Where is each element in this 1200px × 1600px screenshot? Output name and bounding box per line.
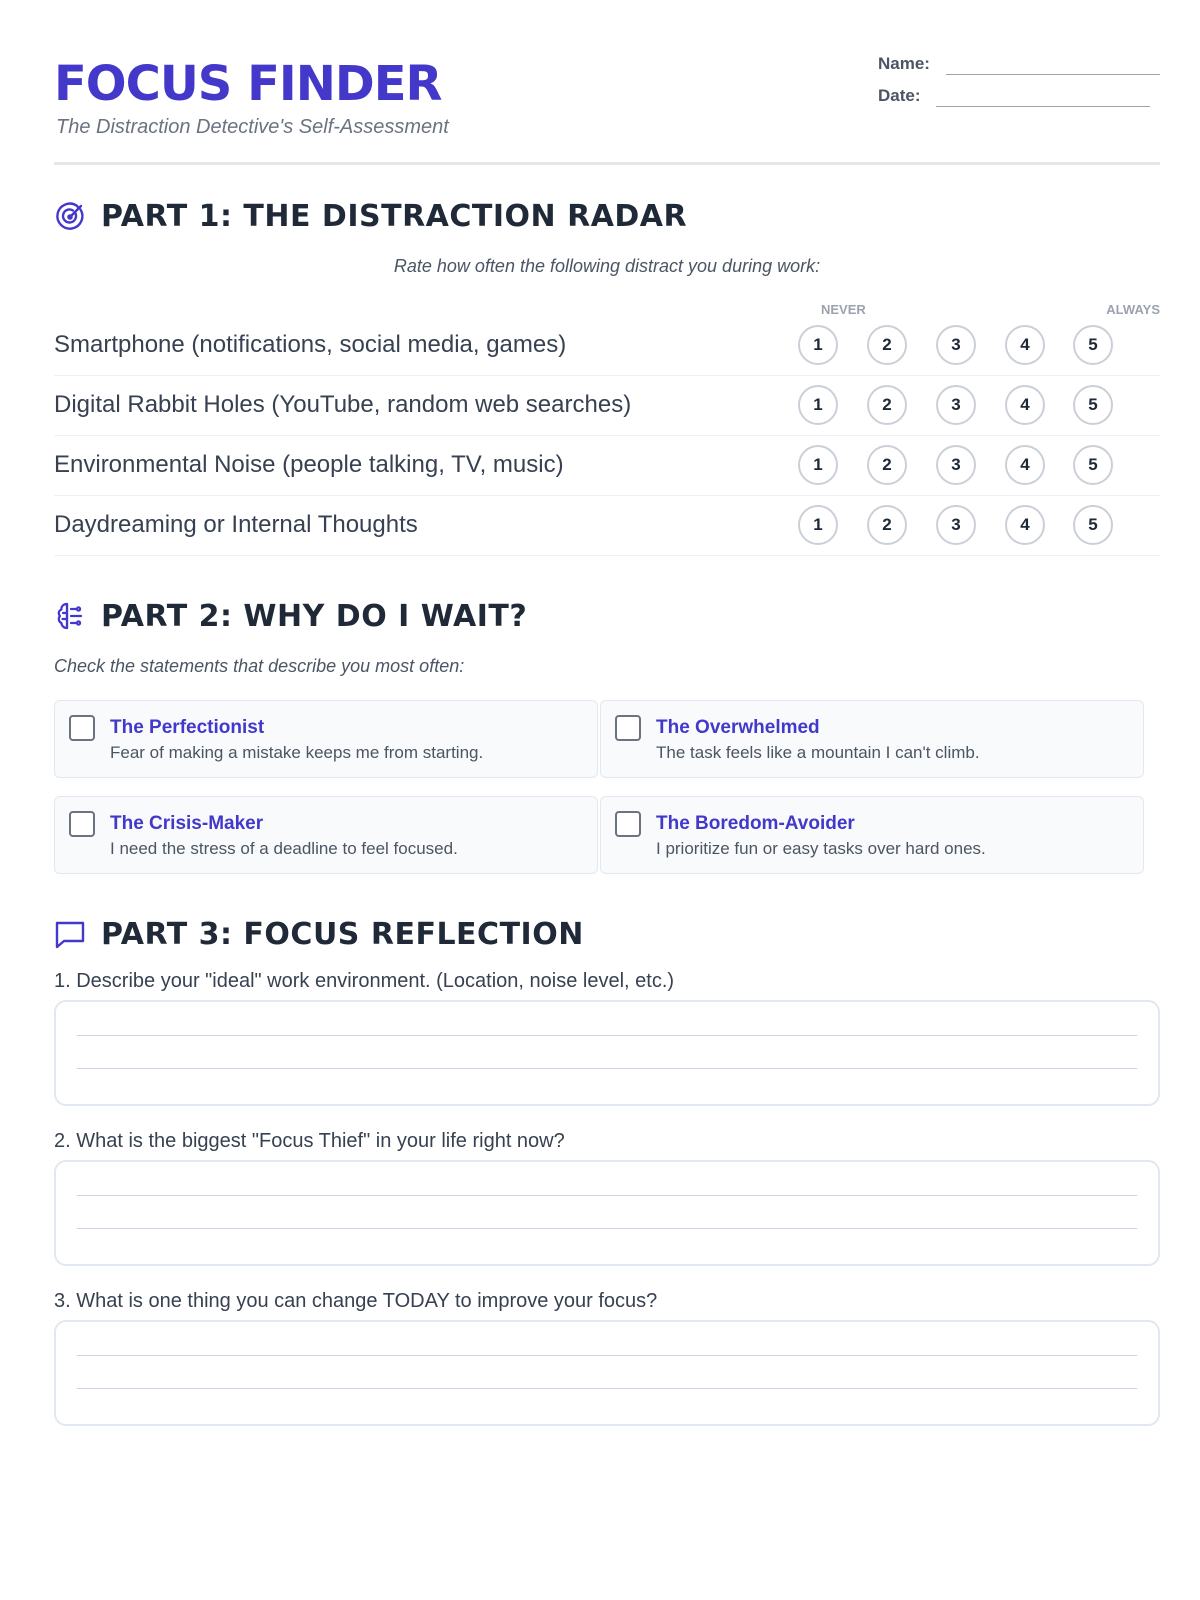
statement-card[interactable] [54, 700, 598, 778]
rating-option-4[interactable]: 4 [1005, 445, 1045, 485]
part3-title: PART 3: FOCUS REFLECTION [101, 916, 584, 952]
rating-option-2[interactable]: 2 [867, 445, 907, 485]
statement-description: The task feels like a mountain I can't climb. [656, 743, 980, 762]
statement-description: I prioritize fun or easy tasks over hard ones. [656, 839, 986, 858]
rating-item-label: Environmental Noise (people talking, TV, music) [54, 450, 564, 478]
rating-row [54, 374, 1160, 436]
rating-option-3[interactable]: 3 [936, 385, 976, 425]
statement-checkbox[interactable] [69, 811, 95, 837]
rating-row [54, 494, 1160, 556]
answer-rule-line [77, 1388, 1137, 1389]
statement-title: The Crisis-Maker [110, 813, 264, 834]
part2-header [54, 596, 527, 636]
name-row [878, 54, 1160, 86]
rating-option-1[interactable]: 1 [798, 505, 838, 545]
statement-checkbox[interactable] [69, 715, 95, 741]
answer-rule-line [77, 1068, 1137, 1069]
header-divider [54, 162, 1160, 165]
rating-option-2[interactable]: 2 [867, 505, 907, 545]
rating-option-4[interactable]: 4 [1005, 325, 1045, 365]
answer-field[interactable] [54, 1320, 1160, 1426]
statement-title: The Boredom-Avoider [656, 813, 855, 834]
scale-low-label: NEVER [821, 302, 866, 317]
rating-item-label: Daydreaming or Internal Thoughts [54, 510, 418, 538]
statement-description: I need the stress of a deadline to feel focused. [110, 839, 458, 858]
rating-option-1[interactable]: 1 [798, 385, 838, 425]
rating-option-3[interactable]: 3 [936, 325, 976, 365]
rating-option-3[interactable]: 3 [936, 445, 976, 485]
statement-card[interactable] [600, 700, 1144, 778]
answer-rule-line [77, 1228, 1137, 1229]
speech-bubble-icon [54, 918, 86, 950]
part1-header [54, 196, 687, 236]
rating-option-4[interactable]: 4 [1005, 385, 1045, 425]
rating-option-5[interactable]: 5 [1073, 445, 1113, 485]
rating-row [54, 314, 1160, 376]
reflection-question: 3. What is one thing you can change TODAY to improve your focus? [54, 1290, 658, 1312]
statement-card[interactable] [600, 796, 1144, 874]
part1-title: PART 1: THE DISTRACTION RADAR [101, 198, 688, 234]
rating-option-1[interactable]: 1 [798, 325, 838, 365]
answer-rule-line [77, 1355, 1137, 1356]
statement-title: The Perfectionist [110, 717, 265, 738]
rating-option-2[interactable]: 2 [867, 325, 907, 365]
answer-rule-line [77, 1035, 1137, 1036]
answer-rule-line [77, 1195, 1137, 1196]
brain-icon [54, 600, 86, 632]
page-title: FOCUS FINDER [54, 56, 442, 112]
rating-item-label: Smartphone (notifications, social media, games) [54, 330, 567, 358]
date-field[interactable] [936, 106, 1150, 107]
rating-option-1[interactable]: 1 [798, 445, 838, 485]
name-field[interactable] [946, 74, 1160, 75]
page-subtitle: The Distraction Detective's Self-Assessment [56, 116, 449, 138]
part2-instruction: Check the statements that describe you most often: [54, 656, 465, 676]
reflection-question: 1. Describe your "ideal" work environment. (Location, noise level, etc.) [54, 970, 675, 992]
statement-description: Fear of making a mistake keeps me from starting. [110, 743, 484, 762]
reflection-question: 2. What is the biggest "Focus Thief" in your life right now? [54, 1130, 565, 1152]
answer-field[interactable] [54, 1000, 1160, 1106]
rating-option-5[interactable]: 5 [1073, 505, 1113, 545]
name-date-block [878, 54, 1160, 118]
part3-header [54, 914, 584, 954]
rating-item-label: Digital Rabbit Holes (YouTube, random web searches) [54, 390, 632, 418]
date-label: Date: [878, 86, 921, 105]
rating-option-4[interactable]: 4 [1005, 505, 1045, 545]
rating-option-5[interactable]: 5 [1073, 325, 1113, 365]
statement-checkbox[interactable] [615, 715, 641, 741]
rating-option-3[interactable]: 3 [936, 505, 976, 545]
scale-high-label: ALWAYS [1106, 302, 1160, 317]
statement-card[interactable] [54, 796, 598, 874]
rating-option-5[interactable]: 5 [1073, 385, 1113, 425]
date-row [878, 86, 1160, 118]
part2-title: PART 2: WHY DO I WAIT? [101, 598, 528, 634]
statement-title: The Overwhelmed [656, 717, 820, 738]
radar-target-icon [54, 200, 86, 232]
name-label: Name: [878, 54, 930, 73]
statement-checkbox[interactable] [615, 811, 641, 837]
rating-row [54, 434, 1160, 496]
answer-field[interactable] [54, 1160, 1160, 1266]
worksheet-page [54, 0, 1160, 1600]
part1-instruction: Rate how often the following distract you during work: [393, 256, 821, 276]
rating-option-2[interactable]: 2 [867, 385, 907, 425]
